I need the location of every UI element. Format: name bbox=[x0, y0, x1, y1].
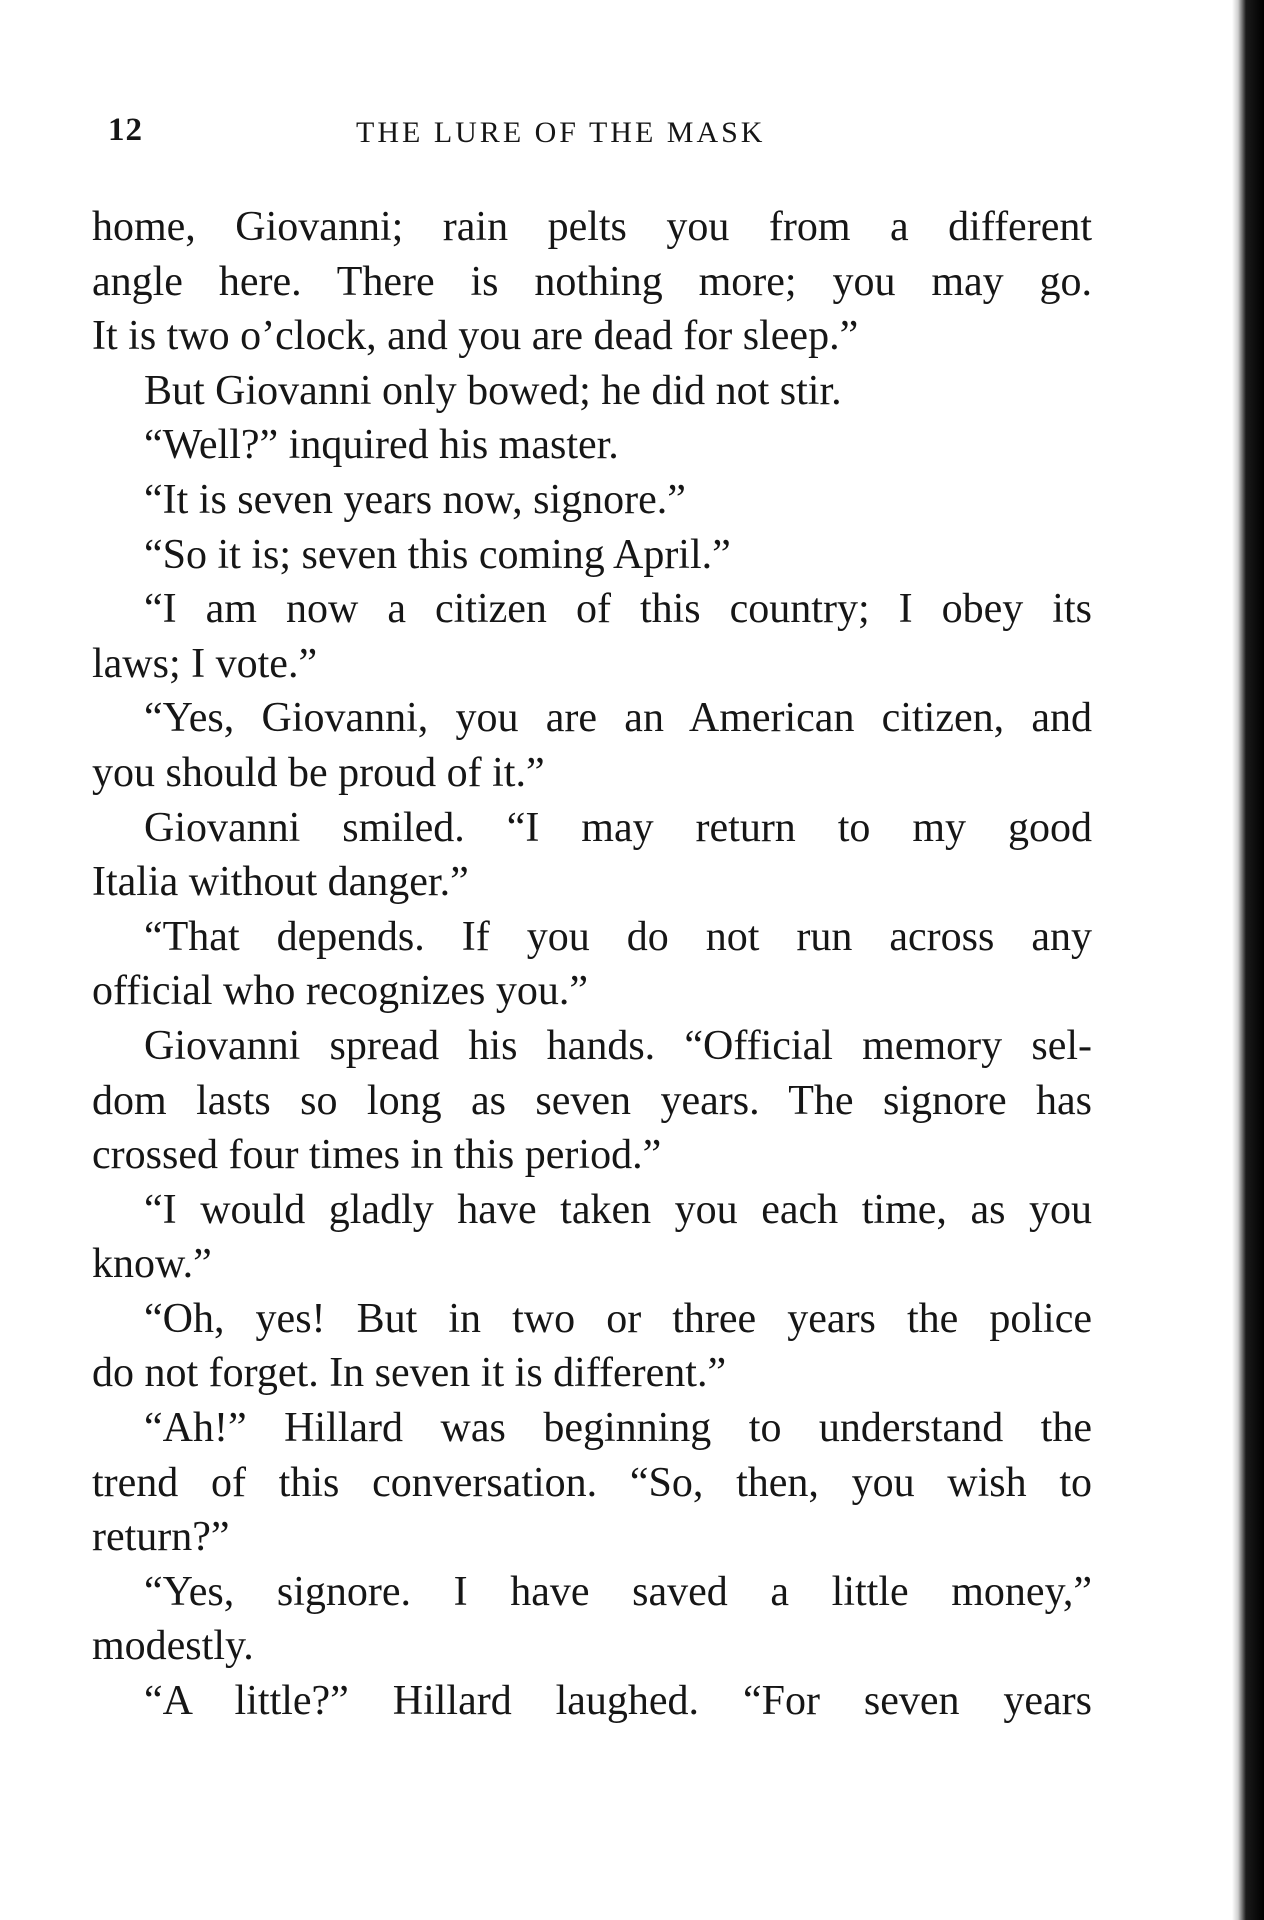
text-line: Italia without danger.” bbox=[92, 859, 469, 906]
text-line: you should be proud of it.” bbox=[92, 749, 545, 796]
text-line: crossed four times in this period.” bbox=[92, 1132, 662, 1179]
text-line: know.” bbox=[92, 1241, 212, 1288]
text-line: “A little?” Hillard laughed. “For seven years bbox=[144, 1678, 1092, 1725]
text-line: “Well?” inquired his master. bbox=[144, 422, 619, 469]
text-line: laws; I vote.” bbox=[92, 640, 318, 687]
text-line: dom lasts so long as seven years. The signore has bbox=[92, 1077, 1092, 1124]
page-number: 12 bbox=[108, 112, 143, 148]
running-head bbox=[108, 112, 848, 160]
text-line: “I would gladly have taken you each time, as you bbox=[144, 1186, 1092, 1233]
text-line: It is two o’clock, and you are dead for sleep.” bbox=[92, 313, 859, 360]
text-line: return?” bbox=[92, 1514, 230, 1561]
text-line: home, Giovanni; rain pelts you from a different bbox=[92, 204, 1092, 250]
running-title: THE LURE OF THE MASK bbox=[356, 116, 766, 149]
text-line: “I am now a citizen of this country; I obey its bbox=[144, 586, 1092, 633]
text-line: trend of this conversation. “So, then, you wish to bbox=[92, 1459, 1092, 1506]
text-line: Giovanni smiled. “I may return to my good bbox=[144, 804, 1092, 851]
text-line: “Oh, yes! But in two or three years the police bbox=[144, 1295, 1092, 1342]
text-line: “Yes, Giovanni, you are an American citizen, and bbox=[144, 695, 1092, 742]
text-line: “It is seven years now, signore.” bbox=[144, 476, 686, 523]
page-edge-shadow bbox=[1232, 0, 1264, 1920]
text-line: “So it is; seven this coming April.” bbox=[144, 531, 731, 578]
text-line: But Giovanni only bowed; he did not stir. bbox=[144, 367, 842, 414]
text-line: do not forget. In seven it is different.” bbox=[92, 1350, 727, 1397]
text-line: Giovanni spread his hands. “Official memory sel- bbox=[144, 1022, 1092, 1069]
text-line: “That depends. If you do not run across any bbox=[144, 913, 1092, 960]
text-line: angle here. There is nothing more; you may go. bbox=[92, 258, 1092, 305]
body-text bbox=[92, 200, 1092, 1729]
text-line: modestly. bbox=[92, 1623, 254, 1670]
text-line: official who recognizes you.” bbox=[92, 968, 589, 1015]
text-line: “Yes, signore. I have saved a little money,” bbox=[144, 1568, 1092, 1615]
text-line: “Ah!” Hillard was beginning to understand the bbox=[144, 1405, 1092, 1452]
